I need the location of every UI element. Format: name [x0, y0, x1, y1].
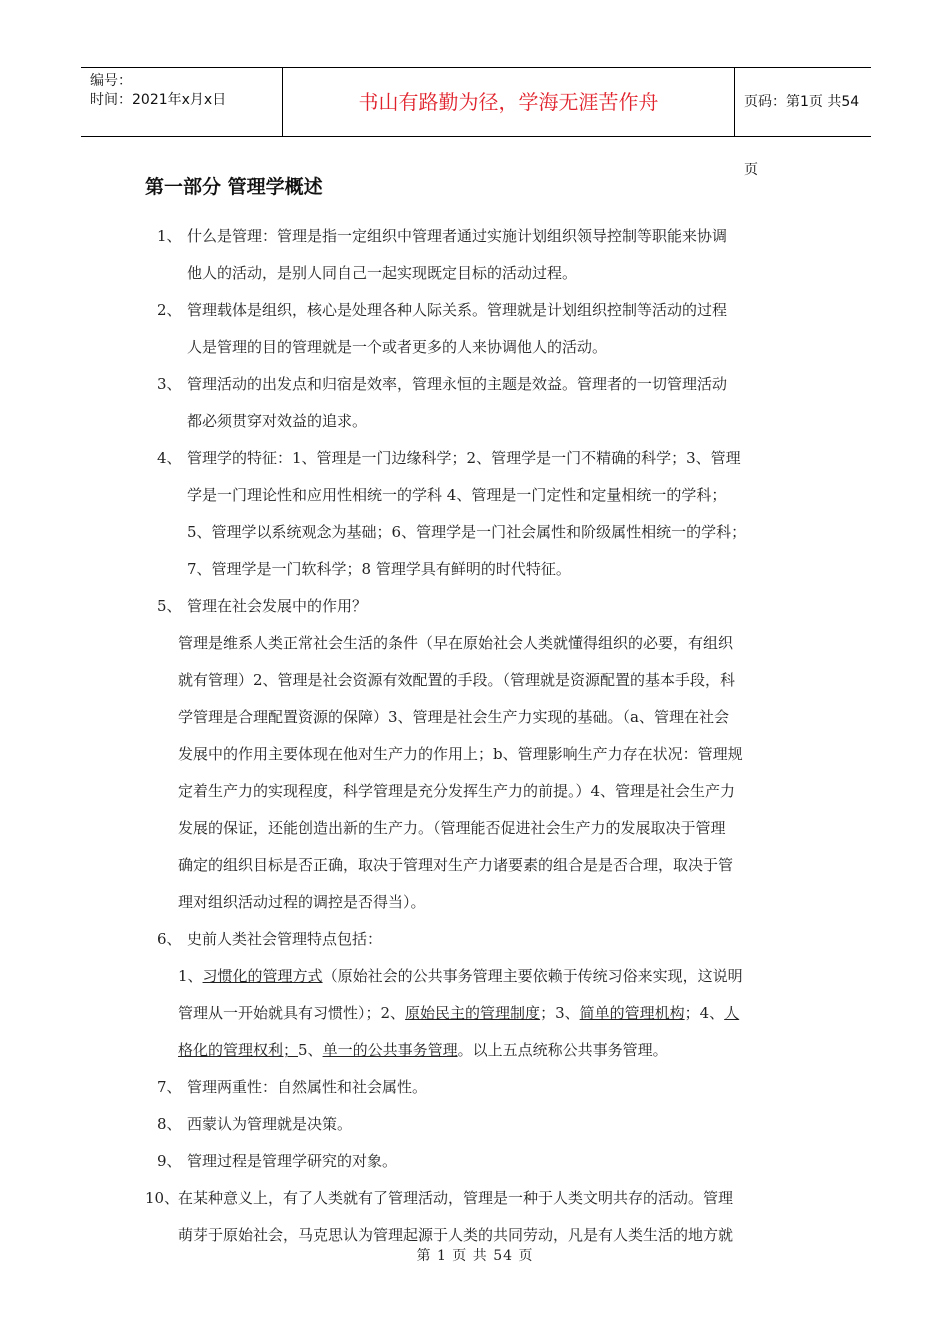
list-item-1 — [145, 218, 810, 292]
text-run: 管理从一开始就具有习惯性）；2、 — [178, 1004, 406, 1022]
page-footer: 第 1 页 共 54 页 — [416, 1248, 534, 1264]
paragraph-line — [178, 995, 810, 1032]
paragraph-line: 学管理是合理配置资源的保障）3、管理是社会生产力实现的基础。（a、管理在社会 — [178, 708, 729, 726]
item-line: 萌芽于原始社会，马克思认为管理起源于人类的共同劳动，凡是有人类生活的地方就 — [178, 1226, 734, 1244]
item-line: 西蒙认为管理就是决策。 — [187, 1115, 353, 1133]
item-line: 学是一门理论性和应用性相统一的学科 4、管理是一门定性和定量相统一的学科； — [187, 486, 727, 504]
item-title: 史前人类社会管理特点包括： — [187, 930, 383, 948]
underlined-term: 简单的管理机构 — [579, 1004, 685, 1022]
item-line: 都必须贯穿对效益的追求。 — [187, 412, 368, 430]
item-line: 管理载体是组织，核心是处理各种人际关系。管理就是计划组织控制等活动的过程 — [187, 301, 728, 319]
list-item-5 — [145, 588, 810, 921]
item-title: 管理在社会发展中的作用？ — [187, 597, 368, 615]
underlined-term: 原始民主的管理制度 — [405, 1004, 541, 1022]
paragraph-line: 管理是维系人类正常社会生活的条件（早在原始社会人类就懂得组织的必要，有组织 — [178, 634, 734, 652]
number-label: 编号： — [90, 73, 132, 89]
item-line: 7、管理学是一门软科学；8 管理学具有鲜明的时代特征。 — [187, 560, 571, 578]
list-item-6 — [145, 921, 810, 1069]
underlined-term: 人 — [724, 1004, 740, 1022]
item-line: 什么是管理：管理是指一定组织中管理者通过实施计划组织领导控制等职能来协调 — [187, 227, 728, 245]
list-item-7 — [145, 1069, 810, 1106]
list-item-4 — [145, 440, 810, 588]
item-number: 4、 — [157, 449, 182, 467]
list-item-2 — [145, 292, 810, 366]
paragraph-line: 定着生产力的实现程度，科学管理是充分发挥生产力的前提。）4、管理是社会生产力 — [178, 782, 736, 800]
underlined-term: 习惯化的管理方式 — [202, 967, 323, 985]
item-number: 9、 — [157, 1152, 182, 1170]
item-line: 人是管理的目的管理就是一个或者更多的人来协调他人的活动。 — [187, 338, 608, 356]
section-title: 第一部分 管理学概述 — [145, 176, 323, 198]
text-run: ；3、 — [540, 1004, 580, 1022]
paragraph-line — [178, 1032, 810, 1069]
item-number: 2、 — [157, 301, 182, 319]
text-run: （原始社会的公共事务管理主要依赖于传统习俗来实现，这说明 — [322, 967, 743, 985]
header-motto: 书山有路勤为径，学海无涯苦作舟 — [283, 68, 735, 136]
text-run: 5、 — [298, 1041, 323, 1059]
list-item-8 — [145, 1106, 810, 1143]
item-line: 管理过程是管理学研究的对象。 — [187, 1152, 398, 1170]
item-line: 5、管理学以系统观念为基础；6、管理学是一门社会属性和阶级属性相统一的学科； — [187, 523, 747, 541]
document-body — [145, 218, 810, 1254]
item-number: 3、 — [157, 375, 182, 393]
text-run: ；4、 — [684, 1004, 725, 1022]
item-line: 管理活动的出发点和归宿是效率，管理永恒的主题是效益。管理者的一切管理活动 — [187, 375, 728, 393]
item-line: 管理学的特征：1、管理是一门边缘科学；2、管理学是一门不精确的科学；3、管理 — [187, 449, 741, 467]
text-run: 。以上五点统称公共事务管理。 — [457, 1041, 668, 1059]
item-number: 6、 — [157, 930, 182, 948]
paragraph-line: 发展中的作用主要体现在他对生产力的作用上；b、管理影响生产力存在状况：管理规 — [178, 745, 743, 763]
item-paragraph — [178, 958, 810, 1069]
item-line: 管理两重性：自然属性和社会属性。 — [187, 1078, 428, 1096]
item-paragraph — [178, 625, 810, 921]
header-meta — [81, 68, 283, 136]
text-run: 1、 — [178, 967, 203, 985]
header-page-code: 页码：第1页 共54页 — [744, 94, 860, 178]
list-item-10 — [145, 1180, 810, 1254]
paragraph-line: 就有管理）2、管理是社会资源有效配置的手段。（管理就是资源配置的基本手段，科 — [178, 671, 736, 689]
item-line: 在某种意义上，有了人类就有了管理活动，管理是一种于人类文明共存的活动。管理 — [178, 1189, 734, 1207]
paragraph-line: 理对组织活动过程的调控是否得当）。 — [178, 893, 426, 911]
item-number: 1、 — [157, 227, 182, 245]
item-number: 5、 — [157, 597, 182, 615]
item-number: 8、 — [157, 1115, 182, 1133]
item-number: 7、 — [157, 1078, 182, 1096]
paragraph-line: 确定的组织目标是否正确，取决于管理对生产力诸要素的组合是是否合理，取决于管 — [178, 856, 734, 874]
underlined-term: 单一的公共事务管理 — [322, 1041, 458, 1059]
date-label: 时间：2021年x月x日 — [90, 92, 227, 108]
underlined-term: 格化的管理权利； — [178, 1041, 299, 1059]
paragraph-line — [178, 958, 810, 995]
paragraph-line: 发展的保证，还能创造出新的生产力。（管理能否促进社会生产力的发展取决于管理 — [178, 819, 726, 837]
page-header — [81, 67, 871, 178]
item-line: 他人的活动，是别人同自己一起实现既定目标的活动过程。 — [187, 264, 578, 282]
list-item-9 — [145, 1143, 810, 1180]
item-number: 10、 — [145, 1189, 180, 1207]
list-item-3 — [145, 366, 810, 440]
